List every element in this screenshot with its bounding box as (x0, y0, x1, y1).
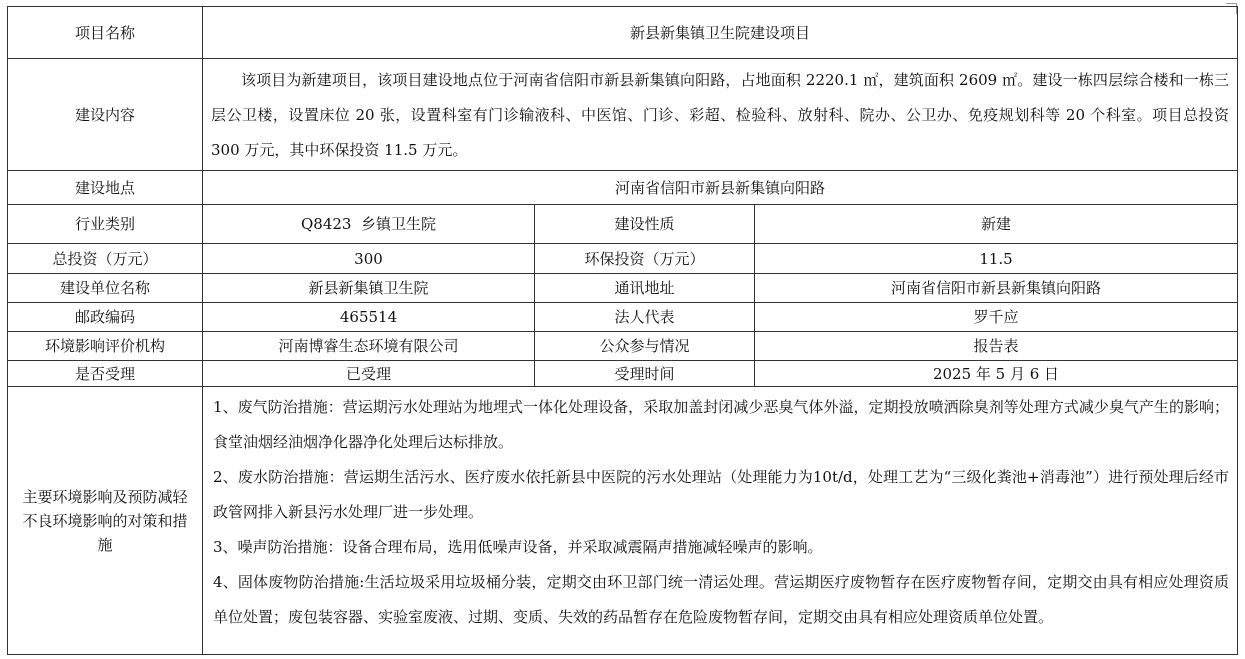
row-postal (8, 303, 1238, 332)
label-address: 通讯地址 (535, 274, 755, 303)
label-accept-time: 受理时间 (535, 361, 755, 387)
value-industry: Q8423 乡镇卫生院 (203, 205, 535, 244)
label-content: 建设内容 (8, 59, 203, 171)
measure-solid-waste: 4、固体废物防治措施:生活垃圾采用垃圾桶分装，定期交由环卫部门统一清运处理。营运期医疗废物暂存在医疗废物暂存间，定期交由具有相应处理资质单位处置；废包装容器、实验室废液、过期、变质、失效的药品暂存在危险废物暂存间，定期交由具有相应处理资质单位处置。 (213, 573, 1230, 626)
value-nature: 新建 (755, 205, 1238, 244)
value-total-investment: 300 (203, 244, 535, 274)
label-accepted: 是否受理 (8, 361, 203, 387)
row-eia (8, 332, 1238, 361)
value-location: 河南省信阳市新县新集镇向阳路 (203, 171, 1238, 205)
row-accepted (8, 361, 1238, 387)
measure-noise: 3、噪声防治措施：设备合理布局，选用低噪声设备，并采取减震隔声措施减轻噪声的影响。 (213, 538, 823, 556)
row-content (8, 59, 1238, 171)
value-eia: 河南博睿生态环境有限公司 (203, 332, 535, 361)
label-legal-rep: 法人代表 (535, 303, 755, 332)
value-unit: 新县新集镇卫生院 (203, 274, 535, 303)
label-location: 建设地点 (8, 171, 203, 205)
label-public: 公众参与情况 (535, 332, 755, 361)
label-postal: 邮政编码 (8, 303, 203, 332)
value-measures (203, 387, 1238, 655)
row-industry (8, 205, 1238, 244)
value-postal: 465514 (203, 303, 535, 332)
label-eia: 环境影响评价机构 (8, 332, 203, 361)
value-legal-rep: 罗千应 (755, 303, 1238, 332)
label-nature: 建设性质 (535, 205, 755, 244)
label-project-name: 项目名称 (8, 7, 203, 59)
row-project-name (8, 7, 1238, 59)
value-public: 报告表 (755, 332, 1238, 361)
value-env-investment: 11.5 (755, 244, 1238, 274)
label-measures: 主要环境影响及预防减轻不良环境影响的对策和措施 (8, 387, 203, 655)
row-investment (8, 244, 1238, 274)
value-address: 河南省信阳市新县新集镇向阳路 (755, 274, 1238, 303)
row-measures (8, 387, 1238, 655)
label-unit: 建设单位名称 (8, 274, 203, 303)
row-location (8, 171, 1238, 205)
value-content: 该项目为新建项目，该项目建设地点位于河南省信阳市新县新集镇向阳路，占地面积 2220.1 ㎡，建筑面积 2609 ㎡。建设一栋四层综合楼和一栋三层公卫楼，设置床位 20 张，设置科室有门诊输液科、中医馆、门诊、彩超、检验科、放射科、院办、公卫办、免疫规划科等 20 个科室。项目总投资 300 万元，其中环保投资 11.5 万元。 (203, 59, 1238, 171)
row-unit (8, 274, 1238, 303)
value-project-name: 新县新集镇卫生院建设项目 (203, 7, 1238, 59)
value-accept-time: 2025 年 5 月 6 日 (755, 361, 1238, 387)
label-env-investment: 环保投资（万元） (535, 244, 755, 274)
project-info-table (7, 6, 1238, 655)
label-total-investment: 总投资（万元） (8, 244, 203, 274)
label-industry: 行业类别 (8, 205, 203, 244)
measure-waste-water: 2、废水防治措施：营运期生活污水、医疗废水依托新县中医院的污水处理站（处理能力为10t/d，处理工艺为“三级化粪池+消毒池”）进行预处理后经市政管网排入新县污水处理厂进一步处理。 (213, 468, 1230, 521)
measure-waste-gas: 1、废气防治措施：营运期污水处理站为地埋式一体化处理设备，采取加盖封闭减少恶臭气体外溢，定期投放喷洒除臭剂等处理方式减少臭气产生的影响；食堂油烟经油烟净化器净化处理后达标排放。 (213, 398, 1230, 451)
value-accepted: 已受理 (203, 361, 535, 387)
